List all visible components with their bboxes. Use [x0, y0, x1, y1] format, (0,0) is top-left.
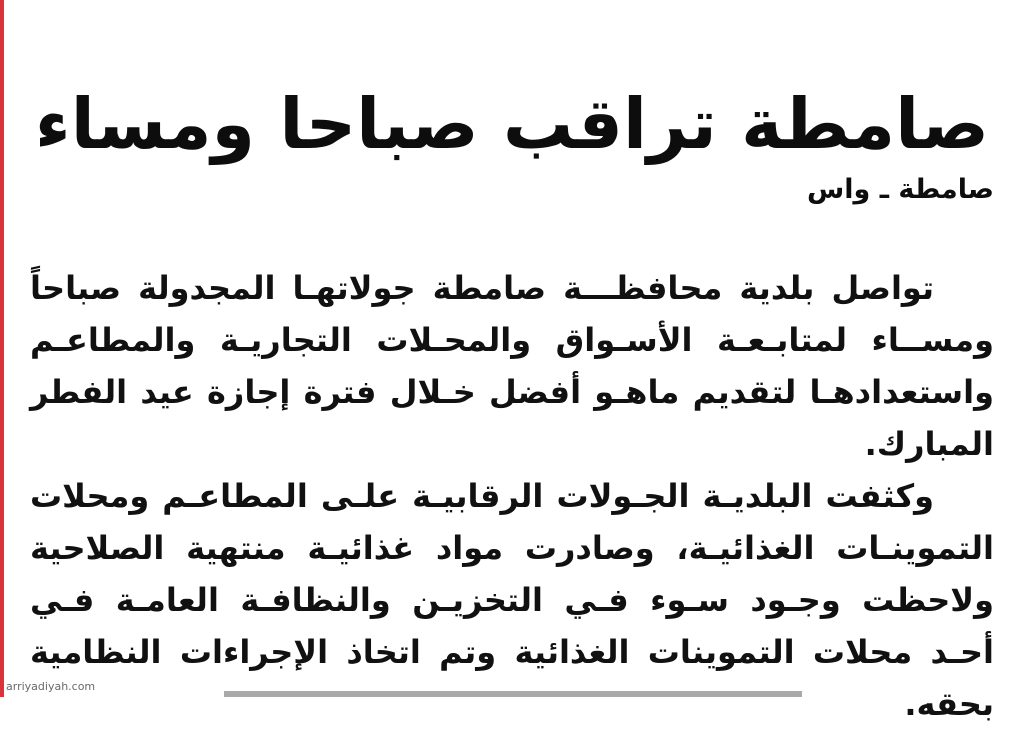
paragraph-1: تواصل بلدية محافظـــة صامطة جولاتهـا المجدولة صباحاً ومســاء لمتابـعـة الأسـواق والمحـلات التجاريـة والمطاعـم واستعدادهـا لتقديم ماهـو أفضل خـلال فترة إجازة عيد الفطر المبارك.: [30, 269, 994, 463]
bottom-scroll-bar: [224, 691, 802, 697]
article: [30, 0, 994, 723]
byline: صامطة ـ واس: [807, 174, 994, 205]
left-accent-rule: [0, 0, 4, 697]
watermark: arriyadiyah.com: [6, 680, 96, 693]
headline: صامطة تراقب صباحا ومساء: [34, 82, 990, 165]
article-body: [30, 262, 994, 730]
paragraph-2: وكثفت البلديـة الجـولات الرقابيـة علـى المطاعـم ومحلات التموينـات الغذائيـة، وصادرت مواد غذائيـة منتهية الصلاحية ولاحظت وجـود سـوء فـي التخزيـن والنظافـة العامـة فـي أحـد محلات التموينات الغذائية وتم اتخاذ الإجراءات النظامية بحقه.: [30, 477, 994, 723]
